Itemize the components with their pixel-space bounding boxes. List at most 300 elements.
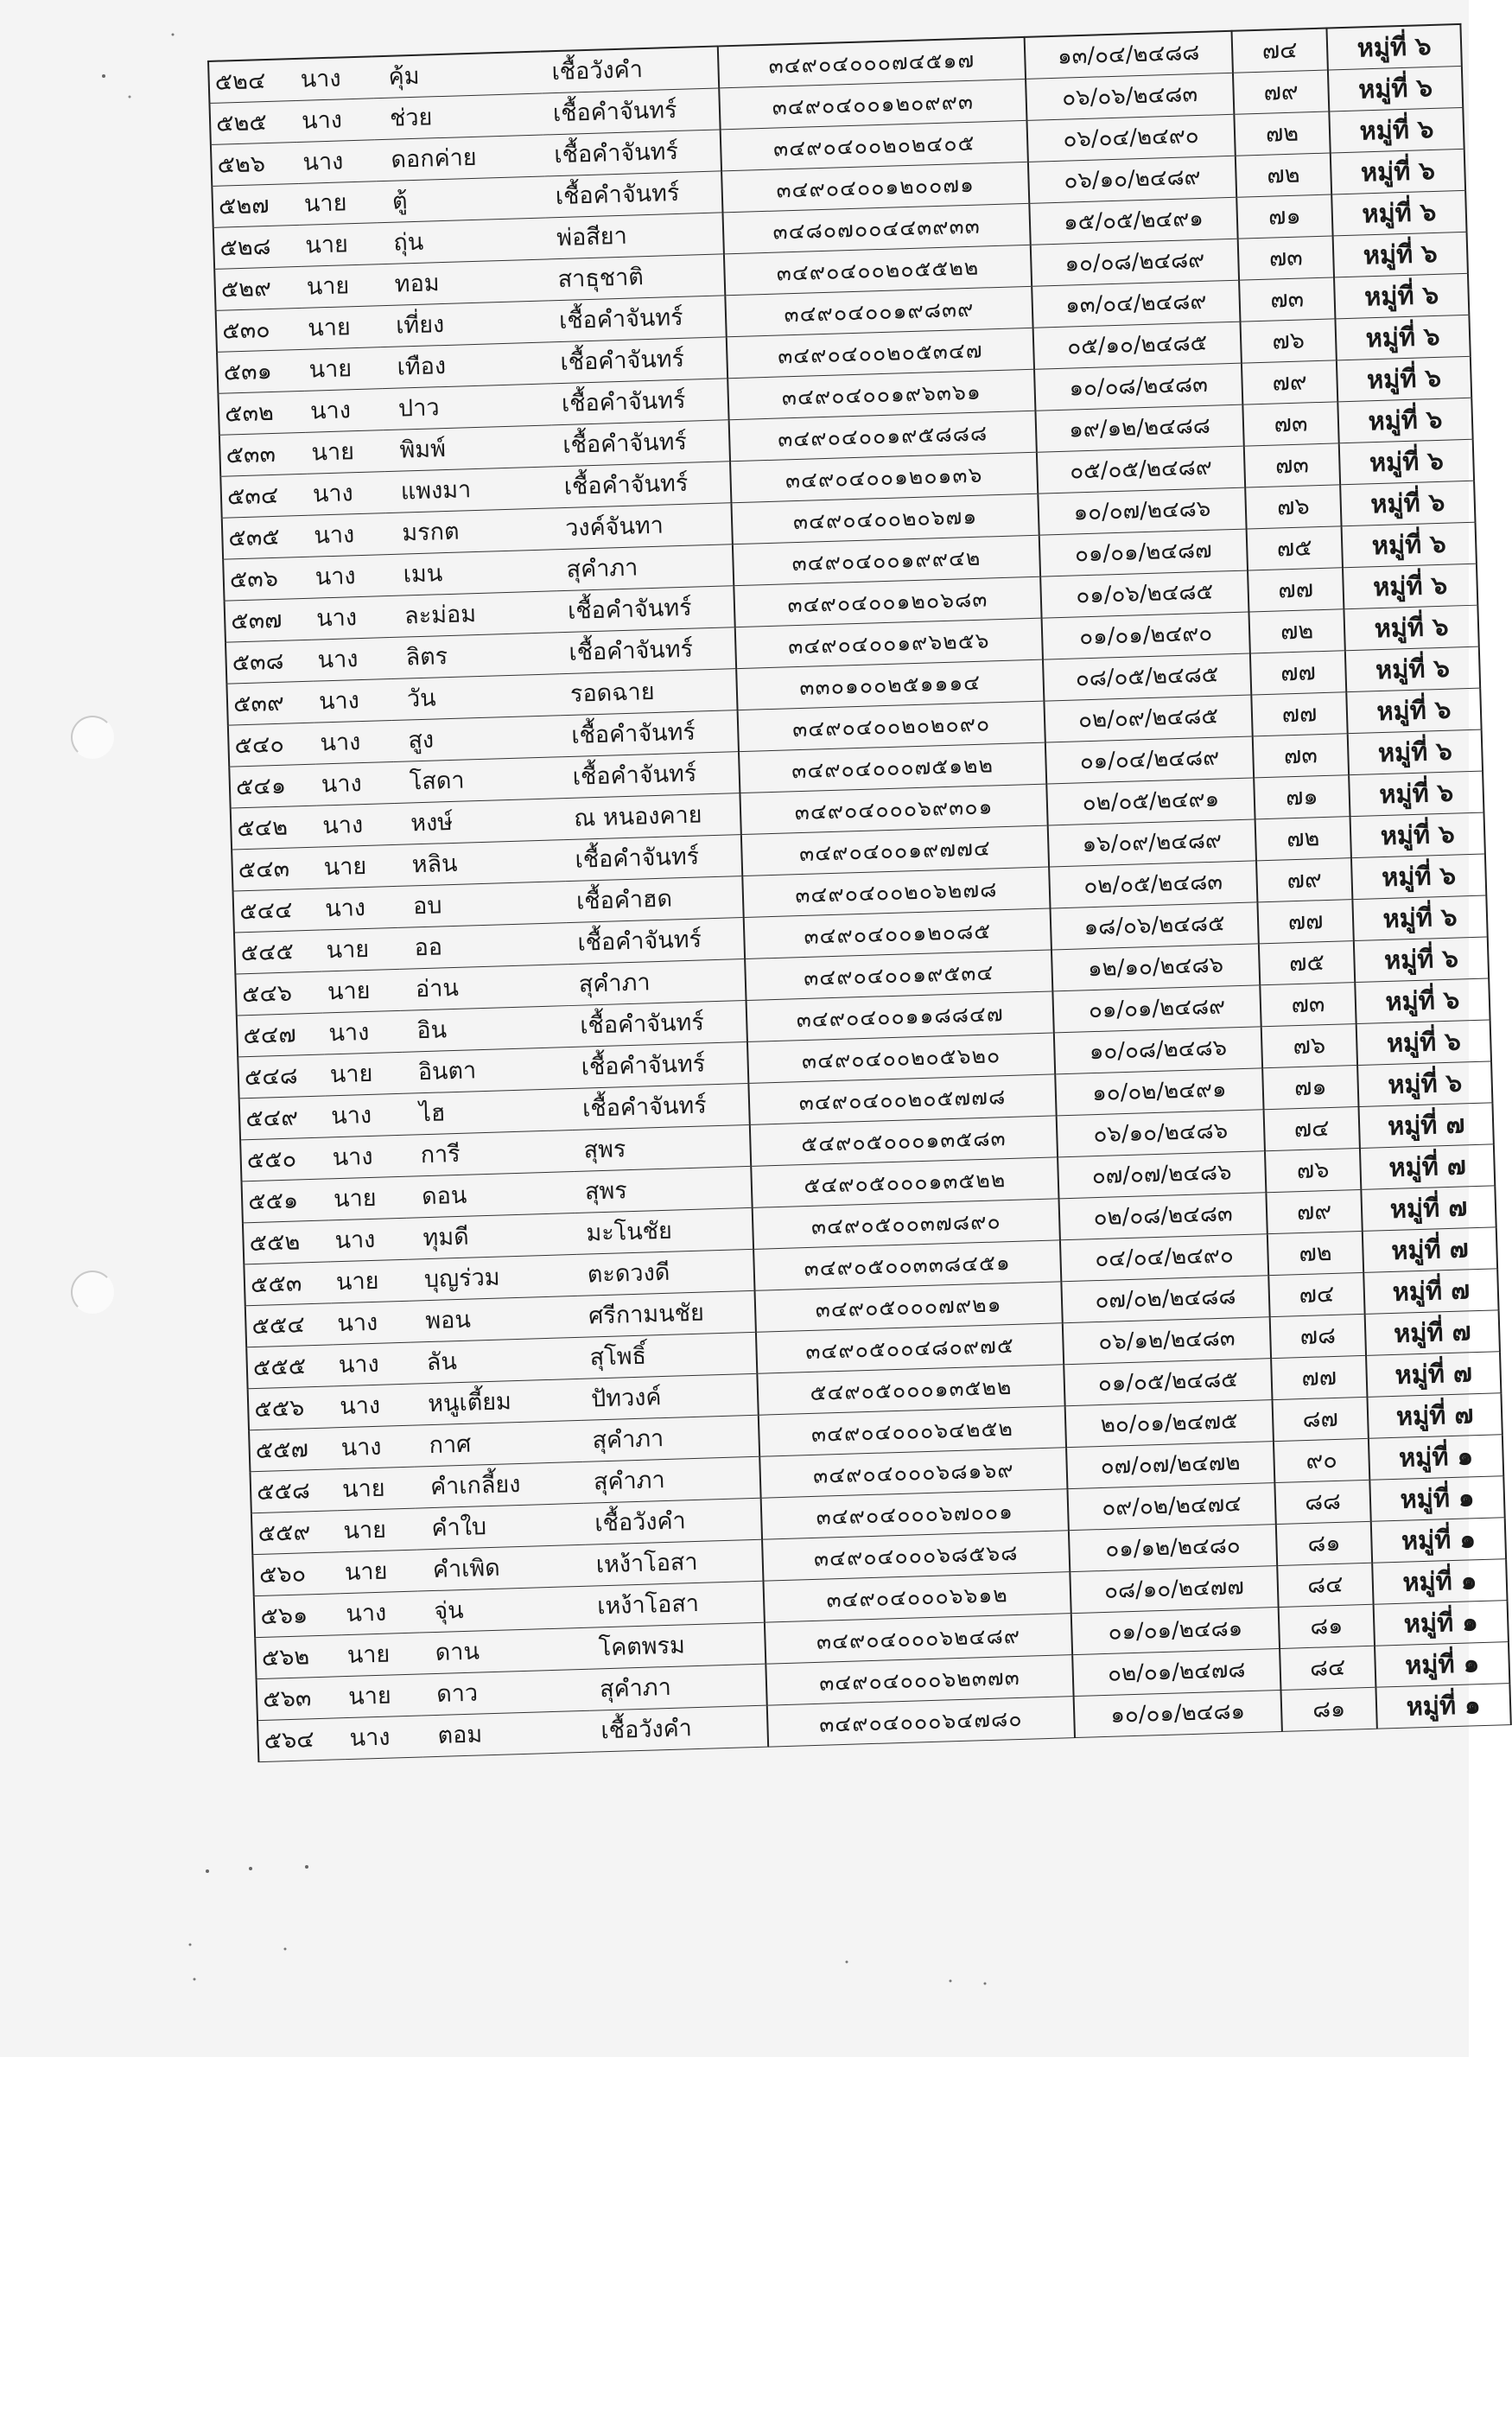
last-name-cell: ศรีกามนชัย <box>578 1290 756 1337</box>
name-prefix-cell: นาย <box>321 927 399 971</box>
last-name-cell: สาธุชาติ <box>547 254 725 301</box>
village-number-cell: หมู่ที่ ๖ <box>1328 66 1463 111</box>
birth-date-cell: ๑๐/๐๘/๒๔๘๙ <box>1031 239 1239 286</box>
birth-date-cell: ๑๐/๐๑/๒๔๘๑ <box>1074 1690 1282 1737</box>
citizen-id-cell: ๓๔๙๐๔๐๐๒๐๖๒๗๘ <box>742 867 1050 918</box>
first-name-cell: หลิน <box>396 840 565 887</box>
row-number-cell: ๕๒๔ <box>208 59 295 103</box>
age-cell: ๗๗ <box>1251 692 1347 736</box>
last-name-cell: สุคำภา <box>588 1664 766 1710</box>
age-cell: ๗๕ <box>1247 526 1343 570</box>
row-number-cell: ๕๔๙ <box>239 1096 327 1140</box>
first-name-cell: อบ <box>397 882 566 928</box>
first-name-cell: ถุ่น <box>378 218 547 264</box>
birth-date-cell: ๐๕/๑๐/๒๔๘๕ <box>1033 322 1242 369</box>
last-name-cell: เชื้อวังคำ <box>541 46 719 93</box>
row-number-cell: ๕๔๒ <box>231 806 318 850</box>
row-number-cell: ๕๕๘ <box>250 1469 337 1513</box>
age-cell: ๗๖ <box>1261 1024 1357 1068</box>
name-prefix-cell: นาย <box>306 430 384 474</box>
last-name-cell: เชื้อคำจันทร์ <box>544 171 722 218</box>
age-cell: ๗๒ <box>1236 153 1331 197</box>
citizen-id-cell: ๓๔๙๐๔๐๐๑๒๐๑๓๖ <box>730 452 1038 503</box>
birth-date-cell: ๐๒/๐๙/๒๔๘๕ <box>1044 695 1252 742</box>
age-cell: ๘๑ <box>1276 1521 1372 1565</box>
first-name-cell: ปาว <box>382 384 551 430</box>
first-name-cell: บุญร่วม <box>408 1254 577 1301</box>
row-number-cell: ๕๕๑ <box>241 1179 328 1223</box>
birth-date-cell: ๐๘/๐๕/๒๔๘๕ <box>1043 653 1251 701</box>
row-number-cell: ๕๓๕ <box>222 515 309 559</box>
citizen-id-cell: ๓๔๘๐๗๐๐๔๔๓๙๓๓ <box>722 203 1030 254</box>
first-name-cell: คำใบ <box>416 1503 585 1550</box>
birth-date-cell: ๐๑/๐๕/๒๔๘๕ <box>1064 1359 1272 1406</box>
birth-date-cell: ๐๑/๐๑/๒๔๙๐ <box>1042 612 1250 659</box>
name-prefix-cell: นาย <box>302 306 381 350</box>
name-prefix-cell: นาง <box>344 1716 422 1760</box>
village-number-cell: หมู่ที่ ๖ <box>1344 605 1478 651</box>
name-prefix-cell: นาย <box>303 347 382 392</box>
last-name-cell: สุคำภา <box>568 959 746 1006</box>
last-name-cell: เชื้อวังคำ <box>584 1498 762 1544</box>
first-name-cell: ดอกค่าย <box>375 135 544 182</box>
name-prefix-cell: นาย <box>338 1508 416 1552</box>
name-prefix-cell: นาง <box>333 1342 411 1386</box>
last-name-cell: รอดฉาย <box>559 669 737 716</box>
birth-date-cell: ๐๖/๑๒/๒๔๘๓ <box>1063 1317 1271 1365</box>
village-number-cell: หมู่ที่ ๖ <box>1345 646 1480 692</box>
citizen-id-cell: ๓๔๙๐๔๐๐๑๒๐๘๕ <box>744 908 1051 959</box>
first-name-cell: ดาน <box>419 1627 588 1674</box>
last-name-cell: โคตพรม <box>588 1622 766 1669</box>
first-name-cell: ดาว <box>420 1669 589 1716</box>
row-number-cell: ๕๓๙ <box>226 681 314 725</box>
birth-date-cell: ๐๗/๐๒/๒๔๘๘ <box>1061 1276 1269 1323</box>
citizen-id-cell: ๓๔๙๐๔๐๐๐๖๔๗๘๐ <box>767 1697 1075 1748</box>
row-number-cell: ๕๔๗ <box>237 1013 324 1057</box>
birth-date-cell: ๐๒/๐๑/๒๔๗๘ <box>1072 1648 1280 1696</box>
village-number-cell: หมู่ที่ ๖ <box>1342 522 1477 568</box>
village-number-cell: หมู่ที่ ๑ <box>1369 1435 1503 1481</box>
row-number-cell: ๕๔๔ <box>233 888 321 933</box>
age-cell: ๗๙ <box>1242 360 1337 404</box>
citizen-id-cell: ๓๔๙๐๔๐๐๒๐๕๕๒๒ <box>724 245 1032 296</box>
last-name-cell: ปัทวงค์ <box>580 1373 758 1420</box>
age-cell: ๗๖ <box>1265 1148 1361 1192</box>
last-name-cell: เชื้อคำจันทร์ <box>571 1083 749 1130</box>
row-number-cell: ๕๒๘ <box>213 225 301 269</box>
last-name-cell: เชื้อคำจันทร์ <box>552 420 730 467</box>
row-number-cell: ๕๔๖ <box>235 971 322 1016</box>
row-number-cell: ๕๕๖ <box>248 1386 335 1430</box>
age-cell: ๗๒ <box>1255 817 1351 861</box>
citizen-id-cell: ๕๔๙๐๕๐๐๐๑๓๕๘๓ <box>750 1116 1058 1167</box>
first-name-cell: หนูเตี้ยม <box>412 1379 581 1425</box>
row-number-cell: ๕๓๖ <box>223 557 310 601</box>
name-prefix-cell: นาง <box>309 555 388 599</box>
birth-date-cell: ๐๕/๐๕/๒๔๘๙ <box>1037 446 1245 494</box>
row-number-cell: ๕๓๑ <box>217 349 304 393</box>
last-name-cell: มะโนชัย <box>575 1207 753 1254</box>
age-cell: ๗๓ <box>1239 277 1335 322</box>
first-name-cell: ตอม <box>422 1710 591 1757</box>
row-number-cell: ๕๔๐ <box>228 723 315 767</box>
citizen-id-cell: ๓๔๙๐๔๐๐๐๗๔๕๑๗ <box>718 37 1026 88</box>
village-number-cell: หมู่ที่ ๖ <box>1348 729 1483 775</box>
citizen-id-cell: ๓๔๙๐๕๐๐๔๘๐๙๗๕ <box>756 1323 1064 1374</box>
last-name-cell: เชื้อคำจันทร์ <box>564 835 742 882</box>
age-cell: ๘๔ <box>1277 1563 1373 1607</box>
row-number-cell: ๕๖๑ <box>254 1594 341 1638</box>
last-name-cell: เชื้อคำจันทร์ <box>556 586 734 633</box>
citizen-id-cell: ๓๔๙๐๔๐๐๒๐๖๗๑ <box>731 494 1039 544</box>
row-number-cell: ๕๖๐ <box>252 1552 340 1596</box>
citizen-id-cell: ๓๔๙๐๔๐๐๒๐๒๔๐๕ <box>721 120 1028 171</box>
village-number-cell: หมู่ที่ ๖ <box>1331 149 1465 194</box>
citizen-id-cell: ๓๔๙๐๔๐๐๑๙๖๒๕๖ <box>735 618 1043 669</box>
citizen-id-cell: ๓๔๙๐๔๐๐๑๙๖๓๖๑ <box>727 369 1035 420</box>
registry-rows <box>208 24 1511 1762</box>
row-number-cell: ๕๔๓ <box>232 847 319 891</box>
row-number-cell: ๕๖๒ <box>255 1635 342 1679</box>
age-cell: ๗๑ <box>1254 775 1350 819</box>
name-prefix-cell: นาง <box>332 1301 410 1345</box>
first-name-cell: ทุมดี <box>407 1213 576 1259</box>
first-name-cell: คำเพิด <box>416 1544 586 1591</box>
village-number-cell: หมู่ที่ ๖ <box>1329 107 1464 153</box>
age-cell: ๗๕ <box>1259 941 1355 985</box>
name-prefix-cell: นาง <box>307 472 385 516</box>
birth-date-cell: ๒๐/๐๑/๒๔๗๕ <box>1065 1400 1274 1448</box>
birth-date-cell: ๐๑/๐๑/๒๔๘๗ <box>1039 529 1248 576</box>
birth-date-cell: ๑๘/๐๖/๒๔๘๕ <box>1051 902 1259 950</box>
birth-date-cell: ๐๑/๐๖/๒๔๘๕ <box>1040 570 1248 618</box>
village-number-cell: หมู่ที่ ๗ <box>1360 1144 1495 1190</box>
birth-date-cell: ๐๑/๐๑/๒๔๘๙ <box>1052 985 1261 1033</box>
age-cell: ๗๑ <box>1262 1066 1358 1110</box>
citizen-id-cell: ๓๔๙๐๔๐๐๑๑๘๘๔๗ <box>746 991 1054 1042</box>
first-name-cell: ลัน <box>410 1337 580 1384</box>
citizen-id-cell: ๓๔๙๐๔๐๐๐๖๔๒๕๒ <box>759 1406 1066 1457</box>
village-number-cell: หมู่ที่ ๖ <box>1335 315 1470 360</box>
row-number-cell: ๕๓๐ <box>216 308 303 352</box>
first-name-cell: ทอม <box>378 259 548 306</box>
age-cell: ๘๑ <box>1279 1604 1375 1648</box>
first-name-cell: จุ่น <box>418 1586 588 1633</box>
citizen-id-cell: ๓๓๐๑๐๐๒๕๑๑๑๔ <box>736 659 1044 710</box>
name-prefix-cell: นาง <box>327 1135 405 1179</box>
age-cell: ๗๓ <box>1244 443 1340 487</box>
last-name-cell: เชื้อคำจันทร์ <box>562 752 740 799</box>
age-cell: ๗๖ <box>1240 319 1336 363</box>
citizen-id-cell: ๓๔๙๐๔๐๐๐๗๕๑๒๒ <box>739 742 1046 793</box>
village-number-cell: หมู่ที่ ๑ <box>1375 1642 1509 1688</box>
first-name-cell: โสดา <box>393 757 562 804</box>
village-number-cell: หมู่ที่ ๗ <box>1363 1227 1497 1273</box>
age-cell: ๗๗ <box>1248 568 1344 612</box>
last-name-cell: เชื้อวังคำ <box>590 1705 768 1752</box>
last-name-cell: เชื้อคำจันทร์ <box>569 1000 747 1047</box>
age-cell: ๗๖ <box>1245 485 1341 529</box>
last-name-cell: เชื้อคำจันทร์ <box>548 296 726 342</box>
name-prefix-cell: นาย <box>298 182 377 226</box>
first-name-cell: การี <box>404 1130 574 1176</box>
first-name-cell: ดอน <box>405 1171 575 1218</box>
first-name-cell: ช่วย <box>373 93 543 140</box>
name-prefix-cell: นาย <box>343 1674 422 1718</box>
birth-date-cell: ๑๐/๐๘/๒๔๘๓ <box>1034 363 1242 411</box>
village-number-cell: หมู่ที่ ๖ <box>1352 895 1487 941</box>
age-cell: ๗๙ <box>1256 858 1352 902</box>
citizen-id-cell: ๓๔๙๐๔๐๐๑๙๕๘๘๘ <box>729 411 1037 462</box>
citizen-id-cell: ๓๔๙๐๔๐๐๐๖๘๑๖๙ <box>759 1448 1067 1499</box>
citizen-id-cell: ๓๔๙๐๔๐๐๐๖๘๕๖๘ <box>762 1531 1070 1582</box>
birth-date-cell: ๐๙/๐๒/๒๔๗๔ <box>1067 1483 1275 1531</box>
village-number-cell: หมู่ที่ ๖ <box>1340 481 1475 526</box>
citizen-id-cell: ๓๔๙๐๔๐๐๑๒๐๖๘๓ <box>734 576 1041 627</box>
village-number-cell: หมู่ที่ ๖ <box>1331 190 1466 236</box>
first-name-cell: อิน <box>401 1006 570 1053</box>
age-cell: ๗๔ <box>1264 1107 1360 1151</box>
row-number-cell: ๕๒๗ <box>212 183 299 227</box>
village-number-cell: หมู่ที่ ๑ <box>1374 1601 1509 1646</box>
village-number-cell: หมู่ที่ ๖ <box>1346 688 1481 734</box>
first-name-cell: เมน <box>387 550 556 596</box>
village-number-cell: หมู่ที่ ๗ <box>1366 1352 1501 1398</box>
row-number-cell: ๕๓๘ <box>226 640 313 684</box>
first-name-cell: ละม่อม <box>388 591 557 638</box>
citizen-id-cell: ๓๔๙๐๔๐๐๑๙๕๓๔ <box>745 950 1052 1001</box>
age-cell: ๗๗ <box>1257 900 1353 944</box>
village-number-cell: หมู่ที่ ๖ <box>1351 854 1486 900</box>
village-number-cell: หมู่ที่ ๖ <box>1326 24 1461 70</box>
name-prefix-cell: นาง <box>326 1093 404 1137</box>
row-number-cell: ๕๕๐ <box>240 1137 327 1181</box>
name-prefix-cell: นาย <box>339 1550 417 1594</box>
name-prefix-cell: นาย <box>341 1633 420 1677</box>
citizen-id-cell: ๓๔๙๐๔๐๐๒๐๒๐๙๐ <box>738 701 1045 752</box>
name-prefix-cell: นาย <box>321 969 400 1013</box>
row-number-cell: ๕๓๔ <box>220 474 308 518</box>
name-prefix-cell: นาง <box>313 679 391 723</box>
citizen-id-cell: ๓๔๙๐๔๐๐๑๒๐๐๗๑ <box>721 162 1029 213</box>
birth-date-cell: ๐๒/๐๕/๒๔๙๑ <box>1046 778 1255 825</box>
last-name-cell: เชื้อคำจันทร์ <box>543 130 721 176</box>
name-prefix-cell: นาย <box>327 1176 406 1220</box>
first-name-cell: หงษ์ <box>395 799 564 845</box>
citizen-id-cell: ๓๔๙๐๕๐๐๓๓๘๔๕๑ <box>753 1240 1061 1291</box>
birth-date-cell: ๐๖/๐๖/๒๔๘๓ <box>1026 73 1234 120</box>
last-name-cell: เหง้าโอสา <box>587 1581 765 1627</box>
birth-date-cell: ๐๑/๐๔/๒๔๘๙ <box>1045 736 1254 784</box>
village-number-cell: หมู่ที่ ๖ <box>1343 564 1477 609</box>
name-prefix-cell: นาย <box>324 1052 403 1096</box>
birth-date-cell: ๐๗/๐๗/๒๔๘๖ <box>1058 1151 1266 1199</box>
village-number-cell: หมู่ที่ ๑ <box>1375 1684 1510 1729</box>
name-prefix-cell: นาง <box>297 140 376 184</box>
name-prefix-cell: นาง <box>319 886 397 930</box>
name-prefix-cell: นาง <box>329 1218 408 1262</box>
name-prefix-cell: นาย <box>318 844 397 888</box>
age-cell: ๗๘ <box>1270 1314 1366 1358</box>
village-number-cell: หมู่ที่ ๖ <box>1350 812 1485 858</box>
last-name-cell: เชื้อคำจันทร์ <box>558 627 736 674</box>
row-number-cell: ๕๓๓ <box>219 432 307 476</box>
birth-date-cell: ๐๑/๐๑/๒๔๘๑ <box>1071 1608 1280 1655</box>
last-name-cell: ตะดวงดี <box>576 1249 754 1296</box>
first-name-cell: สูง <box>392 716 562 762</box>
birth-date-cell: ๑๓/๐๔/๒๔๘๙ <box>1032 280 1240 328</box>
citizen-id-cell: ๓๔๙๐๔๐๐๑๙๘๓๙ <box>725 286 1032 337</box>
name-prefix-cell: นาง <box>340 1591 419 1635</box>
last-name-cell: เชื้อคำจันทร์ <box>567 918 745 965</box>
age-cell: ๘๗ <box>1273 1397 1369 1441</box>
village-number-cell: หมู่ที่ ๗ <box>1358 1103 1493 1149</box>
row-number-cell: ๕๕๙ <box>251 1511 339 1555</box>
row-number-cell: ๕๕๓ <box>244 1262 331 1306</box>
citizen-id-cell: ๓๔๙๐๔๐๐๐๖๙๓๐๑ <box>740 784 1047 835</box>
village-number-cell: หมู่ที่ ๖ <box>1355 978 1490 1024</box>
row-number-cell: ๕๕๕ <box>246 1345 334 1389</box>
village-number-cell: หมู่ที่ ๗ <box>1365 1310 1500 1356</box>
birth-date-cell: ๐๗/๐๗/๒๔๗๒ <box>1066 1442 1274 1489</box>
last-name-cell: เชื้อคำฮด <box>565 876 743 923</box>
birth-date-cell: ๐๖/๐๔/๒๔๙๐ <box>1026 114 1235 162</box>
last-name-cell: เชื้อคำจันทร์ <box>561 710 739 757</box>
citizen-id-cell: ๓๔๙๐๔๐๐๑๙๙๔๒ <box>733 535 1040 586</box>
age-cell: ๗๙ <box>1233 70 1329 114</box>
citizen-id-cell: ๓๔๙๐๔๐๐๐๖๒๔๘๙ <box>765 1614 1072 1665</box>
citizen-id-cell: ๓๔๙๐๔๐๐๒๐๕๖๒๐ <box>747 1033 1055 1084</box>
first-name-cell: พิมพ์ <box>384 425 553 472</box>
last-name-cell: เหง้าโอสา <box>585 1539 763 1586</box>
last-name-cell: สุคำภา <box>582 1456 760 1503</box>
age-cell: ๘๘ <box>1274 1480 1370 1524</box>
age-cell: ๗๗ <box>1271 1355 1367 1399</box>
name-prefix-cell: นาง <box>314 720 393 764</box>
birth-date-cell: ๐๒/๐๘/๒๔๘๓ <box>1058 1193 1267 1240</box>
village-number-cell: หมู่ที่ ๖ <box>1356 1020 1491 1066</box>
age-cell: ๗๓ <box>1260 983 1356 1027</box>
citizen-id-cell: ๕๔๙๐๕๐๐๐๑๓๕๒๒ <box>757 1365 1064 1416</box>
first-name-cell: คำเกลี้ยง <box>414 1462 583 1508</box>
birth-date-cell: ๑๐/๐๘/๒๔๘๖ <box>1054 1027 1262 1074</box>
age-cell: ๘๑ <box>1280 1687 1376 1731</box>
birth-date-cell: ๑๕/๐๕/๒๔๙๑ <box>1029 197 1237 245</box>
row-number-cell: ๕๖๔ <box>257 1718 345 1762</box>
last-name-cell: เชื้อคำจันทร์ <box>553 462 731 508</box>
village-number-cell: หมู่ที่ ๑ <box>1369 1476 1504 1522</box>
age-cell: ๗๔ <box>1268 1272 1364 1316</box>
last-name-cell: สุพร <box>574 1166 752 1213</box>
first-name-cell: อ่าน <box>399 965 569 1011</box>
last-name-cell: วงค์จันทา <box>555 503 733 550</box>
citizen-id-cell: ๓๔๙๐๕๐๐๐๗๙๒๑ <box>755 1282 1063 1333</box>
last-name-cell: เชื้อคำจันทร์ <box>542 88 720 135</box>
row-number-cell: ๕๒๕ <box>209 100 296 144</box>
elderly-registry-sheet <box>207 23 1512 1762</box>
citizen-id-cell: ๕๔๙๐๕๐๐๐๑๓๕๒๒ <box>751 1157 1058 1208</box>
first-name-cell: คุ้ม <box>372 52 542 99</box>
age-cell: ๗๑ <box>1236 194 1332 239</box>
age-cell: ๗๓ <box>1242 402 1338 446</box>
age-cell: ๗๙ <box>1266 1189 1362 1233</box>
name-prefix-cell: นาง <box>295 99 374 143</box>
first-name-cell: มรกต <box>386 508 556 555</box>
row-number-cell: ๕๕๔ <box>245 1303 333 1347</box>
birth-date-cell: ๑๓/๐๔/๒๔๘๘ <box>1025 31 1233 80</box>
age-cell: ๗๓ <box>1238 236 1334 280</box>
age-cell: ๗๒ <box>1248 609 1344 653</box>
row-number-cell: ๕๒๖ <box>211 142 298 186</box>
age-cell: ๙๐ <box>1274 1438 1369 1482</box>
first-name-cell: ตู้ <box>376 176 545 223</box>
village-number-cell: หมู่ที่ ๗ <box>1367 1393 1502 1439</box>
name-prefix-cell: นาย <box>336 1467 415 1511</box>
village-number-cell: หมู่ที่ ๖ <box>1354 937 1489 983</box>
birth-date-cell: ๑๐/๐๗/๒๔๘๖ <box>1038 487 1246 535</box>
first-name-cell: ลิตร <box>390 633 559 679</box>
citizen-id-cell: ๓๔๙๐๔๐๐๒๐๕๗๗๘ <box>748 1074 1056 1125</box>
birth-date-cell: ๐๖/๑๐/๒๔๘๖ <box>1057 1110 1265 1157</box>
row-number-cell: ๕๔๕ <box>234 930 321 974</box>
row-number-cell: ๕๕๒ <box>243 1220 330 1264</box>
last-name-cell: เชื้อคำจันทร์ <box>550 379 728 425</box>
first-name-cell: เทือง <box>381 342 550 389</box>
last-name-cell: สุคำภา <box>556 544 734 591</box>
birth-date-cell: ๐๒/๐๕/๒๔๘๓ <box>1049 861 1257 908</box>
village-number-cell: หมู่ที่ ๖ <box>1339 439 1474 485</box>
village-number-cell: หมู่ที่ ๗ <box>1361 1186 1496 1232</box>
name-prefix-cell: นาง <box>295 56 373 100</box>
name-prefix-cell: นาง <box>308 513 387 557</box>
last-name-cell: พ่อสียา <box>546 213 724 259</box>
first-name-cell: อินตา <box>402 1048 571 1094</box>
name-prefix-cell: นาย <box>301 264 379 309</box>
birth-date-cell: ๑๙/๑๒/๒๔๘๘ <box>1035 404 1243 452</box>
name-prefix-cell: นาง <box>315 761 394 806</box>
age-cell: ๗๒ <box>1234 111 1330 156</box>
village-number-cell: หมู่ที่ ๑ <box>1372 1559 1507 1605</box>
village-number-cell: หมู่ที่ ๖ <box>1337 356 1471 402</box>
first-name-cell: วัน <box>391 674 560 721</box>
village-number-cell: หมู่ที่ ๖ <box>1334 273 1469 319</box>
name-prefix-cell: นาง <box>312 638 391 682</box>
last-name-cell: ณ หนองคาย <box>563 793 741 840</box>
citizen-id-cell: ๓๔๙๐๔๐๐๐๖๖๑๒ <box>763 1572 1070 1623</box>
birth-date-cell: ๐๘/๑๐/๒๔๗๗ <box>1070 1566 1278 1614</box>
name-prefix-cell: นาง <box>304 389 383 433</box>
first-name-cell: แพงมา <box>384 467 554 513</box>
name-prefix-cell: นาง <box>317 803 396 847</box>
village-number-cell: หมู่ที่ ๖ <box>1337 398 1472 443</box>
age-cell: ๗๒ <box>1267 1231 1363 1275</box>
citizen-id-cell: ๓๔๙๐๔๐๐๑๙๗๗๔ <box>741 825 1049 876</box>
last-name-cell: สุคำภา <box>581 1415 759 1462</box>
birth-date-cell: ๐๖/๑๐/๒๔๘๙ <box>1028 156 1236 203</box>
village-number-cell: หมู่ที่ ๗ <box>1363 1269 1498 1315</box>
first-name-cell: เที่ยง <box>380 301 550 347</box>
first-name-cell: ไฮ <box>403 1089 573 1136</box>
registry-table <box>207 23 1512 1762</box>
village-number-cell: หมู่ที่ ๖ <box>1357 1061 1492 1107</box>
birth-date-cell: ๑๖/๐๙/๒๔๘๙ <box>1048 819 1256 867</box>
birth-date-cell: ๑๒/๑๐/๒๔๘๖ <box>1051 944 1260 991</box>
age-cell: ๗๔ <box>1232 29 1328 73</box>
first-name-cell: พอน <box>410 1296 579 1342</box>
last-name-cell: เชื้อคำจันทร์ <box>570 1041 748 1088</box>
name-prefix-cell: นาง <box>311 596 390 640</box>
